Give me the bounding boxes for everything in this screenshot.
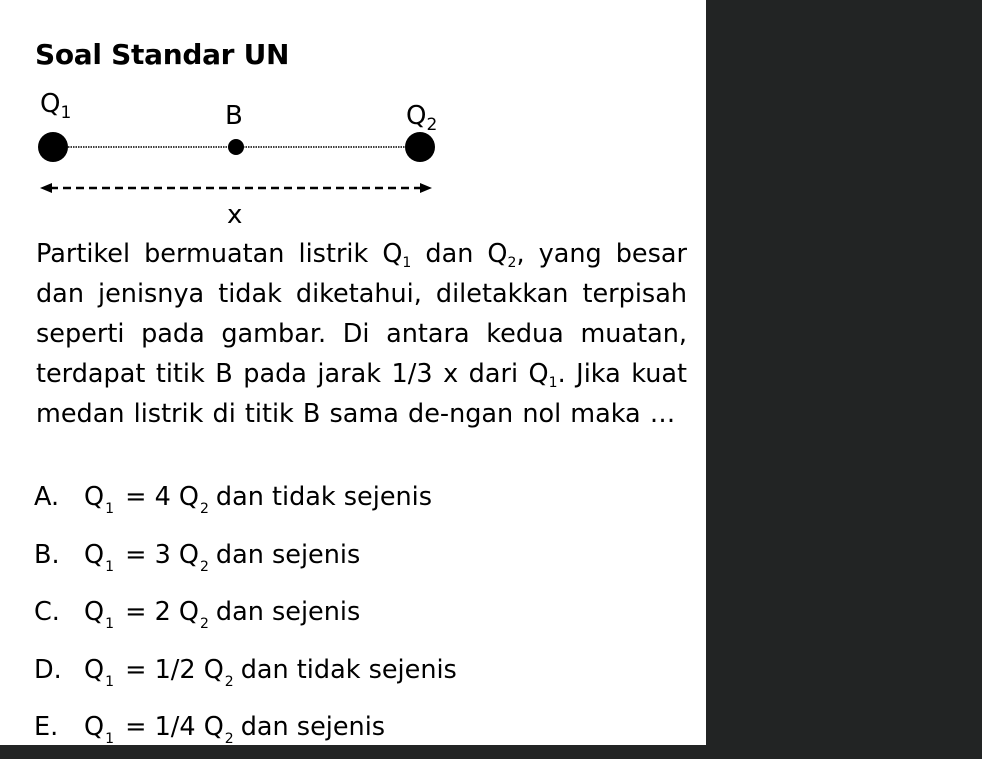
option-text: dan tidak sejenis: [240, 654, 457, 685]
option-c[interactable]: [34, 588, 694, 646]
option-text: dan sejenis: [215, 539, 361, 570]
option-letter: B.: [34, 539, 60, 570]
option-letter: A.: [34, 482, 60, 512]
option-text: dan sejenis: [240, 712, 386, 742]
option-formula: $Q_1 = 4$ $Q_2$: [84, 482, 209, 517]
option-letter: E.: [34, 712, 59, 742]
point-b-dot: [228, 139, 244, 155]
charge-diagram: [0, 85, 706, 235]
option-text: dan sejenis: [215, 597, 361, 627]
q2-label: $Q_2$: [406, 101, 438, 135]
charge-q1-dot: [38, 132, 68, 162]
b-label: B: [225, 101, 243, 131]
q1-label: $Q_1$: [40, 89, 72, 123]
option-letter: C.: [34, 597, 60, 627]
option-b[interactable]: [34, 531, 694, 589]
option-a[interactable]: [34, 473, 694, 531]
option-formula: $Q_1 = 1/4$ $Q_2$: [84, 712, 234, 747]
arrow-right-icon: [420, 183, 432, 193]
option-d[interactable]: [34, 646, 694, 704]
option-formula: $Q_1 = 2$ $Q_2$: [84, 597, 209, 632]
option-letter: D.: [34, 654, 62, 685]
page-title: Soal Standar UN: [35, 38, 290, 71]
option-formula: $Q_1 = 3$ $Q_2$: [84, 539, 209, 575]
answer-options: [34, 473, 694, 759]
option-e[interactable]: [34, 703, 694, 759]
charge-q2-dot: [405, 132, 435, 162]
option-text: dan tidak sejenis: [215, 482, 433, 512]
diagram-drawing: [0, 85, 706, 235]
x-label: x: [227, 200, 243, 230]
arrow-left-icon: [40, 183, 52, 193]
question-text: Partikel bermuatan listrik $Q_1$ dan $Q_2$, yang besar dan jenisnya tidak diketahui, diletakkan terpisah seperti pada gambar. Di antara kedua muatan, terdapat titik B pada jarak 1/3 x dari $Q_1$. Jika kuat medan listrik di titik B sama de-ngan nol maka …: [36, 239, 688, 429]
option-formula: $Q_1 = 1/2$ $Q_2$: [84, 654, 234, 690]
